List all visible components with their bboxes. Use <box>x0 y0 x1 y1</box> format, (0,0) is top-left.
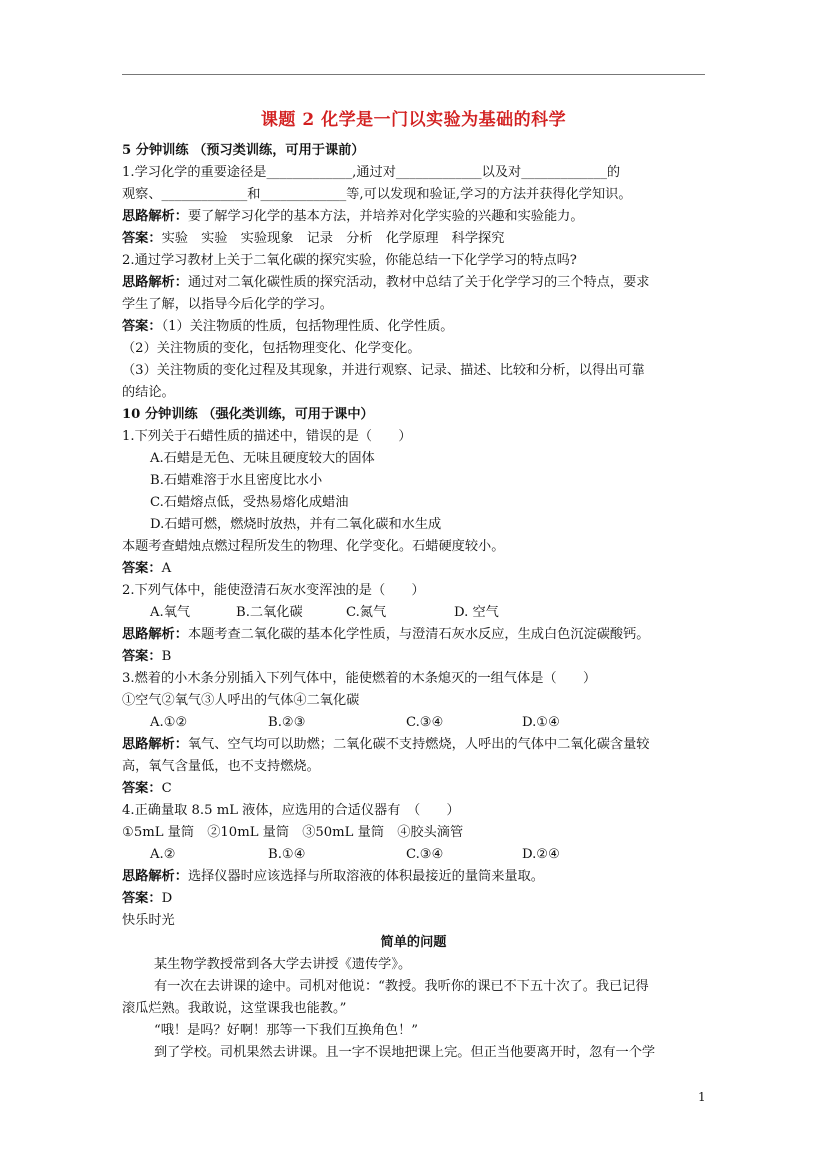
answer-text: （1）关注物质的性质，包括物理性质、化学性质。 <box>161 319 454 334</box>
analysis-label: 思路解析： <box>122 209 188 224</box>
q2-answer-3-cont: 的结论。 <box>122 385 175 400</box>
q6-option-b: B.①④ <box>268 847 306 862</box>
analysis-label: 思路解析： <box>122 627 188 642</box>
answer-label: 答案： <box>122 319 162 334</box>
answer-text: B <box>161 649 172 664</box>
q2-answer-3: （3）关注物质的变化过程及其现象，并进行观察、记录、描述、比较和分析，以得出可靠 <box>122 363 645 378</box>
q5-stem: 3.燃着的小木条分别插入下列气体中，能使燃着的木条熄灭的一组气体是（ ） <box>122 671 597 686</box>
story-title: 简单的问题 <box>380 935 447 950</box>
analysis-text: 本题考查二氧化碳的基本化学性质，与澄清石灰水反应，生成白色沉淀碳酸钙。 <box>187 627 650 642</box>
q2-answer <box>122 316 705 338</box>
answer-text: C <box>161 781 172 796</box>
q4-option-c: C.氮气 <box>346 605 387 620</box>
q2-line1: 2.通过学习教材上关于二氧化碳的探究实验，你能总结一下化学学习的特点吗? <box>122 253 577 268</box>
q5-answer <box>122 778 705 800</box>
q3-option-d: D.石蜡可燃，燃烧时放热，并有二氧化碳和水生成 <box>150 517 442 532</box>
story-p4: 到了学校。司机果然去讲课。且一字不误地把课上完。但正当他要离开时，忽有一个学 <box>154 1045 656 1060</box>
answer-label: 答案： <box>122 781 162 796</box>
q4-option-d: D. 空气 <box>454 605 499 620</box>
document-page <box>122 100 705 1064</box>
q4-options <box>122 602 705 624</box>
q1-line1: 1.学习化学的重要途径是_____________,通过对_____________以及对_____________的 <box>122 165 621 180</box>
analysis-text: 要了解学习化学的基本方法，并培养对化学实验的兴趣和实验能力。 <box>187 209 584 224</box>
q2-analysis-cont: 学生了解，以指导今后化学的学习。 <box>122 297 333 312</box>
q4-stem: 2.下列气体中，能使澄清石灰水变浑浊的是（ ） <box>122 583 425 598</box>
answer-text: D <box>161 891 173 906</box>
analysis-text: 选择仪器时应该选择与所取溶液的体积最接近的量筒来量取。 <box>187 869 544 884</box>
q3-option-a: A.石蜡是无色、无味且硬度较大的固体 <box>150 451 375 466</box>
header-rule <box>122 74 705 75</box>
q5-option-d: D.①④ <box>522 715 560 730</box>
q4-answer <box>122 646 705 668</box>
analysis-label: 思路解析： <box>122 737 188 752</box>
q5-option-b: B.②③ <box>268 715 306 730</box>
answer-text: A <box>161 561 172 576</box>
analysis-label: 思路解析： <box>122 275 188 290</box>
story-p2: 有一次在去讲课的途中。司机对他说：“教授。我听你的课已不下五十次了。我已记得 <box>154 979 649 994</box>
q5-analysis <box>122 734 705 756</box>
section-heading-5min: 5 分钟训练 （预习类训练，可用于课前） <box>122 143 365 158</box>
q6-option-a: A.② <box>150 847 176 862</box>
story-p2-cont: 滚瓜烂熟。我敢说，这堂课我也能教。” <box>122 1001 347 1016</box>
answer-label: 答案： <box>122 891 162 906</box>
page-title: 课题 2 化学是一门以实验为基础的科学 <box>260 110 567 130</box>
q3-option-b: B.石蜡难溶于水且密度比水小 <box>150 473 323 488</box>
q5-options <box>122 712 705 734</box>
fun-heading: 快乐时光 <box>122 913 175 928</box>
q3-option-c: C.石蜡熔点低，受热易熔化成蜡油 <box>150 495 349 510</box>
q6-options <box>122 844 705 866</box>
q1-answer <box>122 228 705 250</box>
section-heading-10min: 10 分钟训练 （强化类训练，可用于课中） <box>122 407 374 422</box>
q3-answer <box>122 558 705 580</box>
answer-label: 答案： <box>122 231 162 246</box>
q2-analysis <box>122 272 705 294</box>
answer-label: 答案： <box>122 649 162 664</box>
q4-option-a: A.氧气 <box>150 605 191 620</box>
q5-items: ①空气②氧气③人呼出的气体④二氧化碳 <box>122 693 360 708</box>
q6-answer <box>122 888 705 910</box>
answer-text: 实验 实验 实验现象 记录 分析 化学原理 科学探究 <box>161 231 505 246</box>
q3-note: 本题考查蜡烛点燃过程所发生的物理、化学变化。石蜡硬度较小。 <box>122 539 505 554</box>
q6-analysis <box>122 866 705 888</box>
q1-analysis <box>122 206 705 228</box>
q4-option-b: B.二氧化碳 <box>236 605 303 620</box>
q5-option-a: A.①② <box>150 715 188 730</box>
q6-items: ①5mL 量筒 ②10mL 量筒 ③50mL 量筒 ④胶头滴管 <box>122 825 464 840</box>
analysis-label: 思路解析： <box>122 869 188 884</box>
q4-analysis <box>122 624 705 646</box>
q3-stem: 1.下列关于石蜡性质的描述中，错误的是（ ） <box>122 429 412 444</box>
q1-line2: 观察、_____________和_____________等,可以发现和验证,学习的方法并获得化学知识。 <box>122 187 632 202</box>
answer-label: 答案： <box>122 561 162 576</box>
analysis-text: 氧气、空气均可以助燃；二氧化碳不支持燃烧，人呼出的气体中二氧化碳含量较 <box>187 737 650 752</box>
q2-answer-2: （2）关注物质的变化，包括物理变化、化学变化。 <box>122 341 421 356</box>
analysis-text: 通过对二氧化碳性质的探究活动，教材中总结了关于化学学习的三个特点，要求 <box>187 275 650 290</box>
q6-option-c: C.③④ <box>406 847 444 862</box>
q5-option-c: C.③④ <box>406 715 444 730</box>
page-number: 1 <box>698 1090 706 1104</box>
q6-option-d: D.②④ <box>522 847 560 862</box>
q6-stem: 4.正确量取 8.5 mL 液体，应选用的合适仪器有 （ ） <box>122 803 460 818</box>
story-p1: 某生物学教授常到各大学去讲授《遗传学》。 <box>154 957 412 972</box>
q5-analysis-cont: 高，氧气含量低，也不支持燃烧。 <box>122 759 320 774</box>
story-p3: “哦！是吗？好啊！那等一下我们互换角色！” <box>154 1023 419 1038</box>
